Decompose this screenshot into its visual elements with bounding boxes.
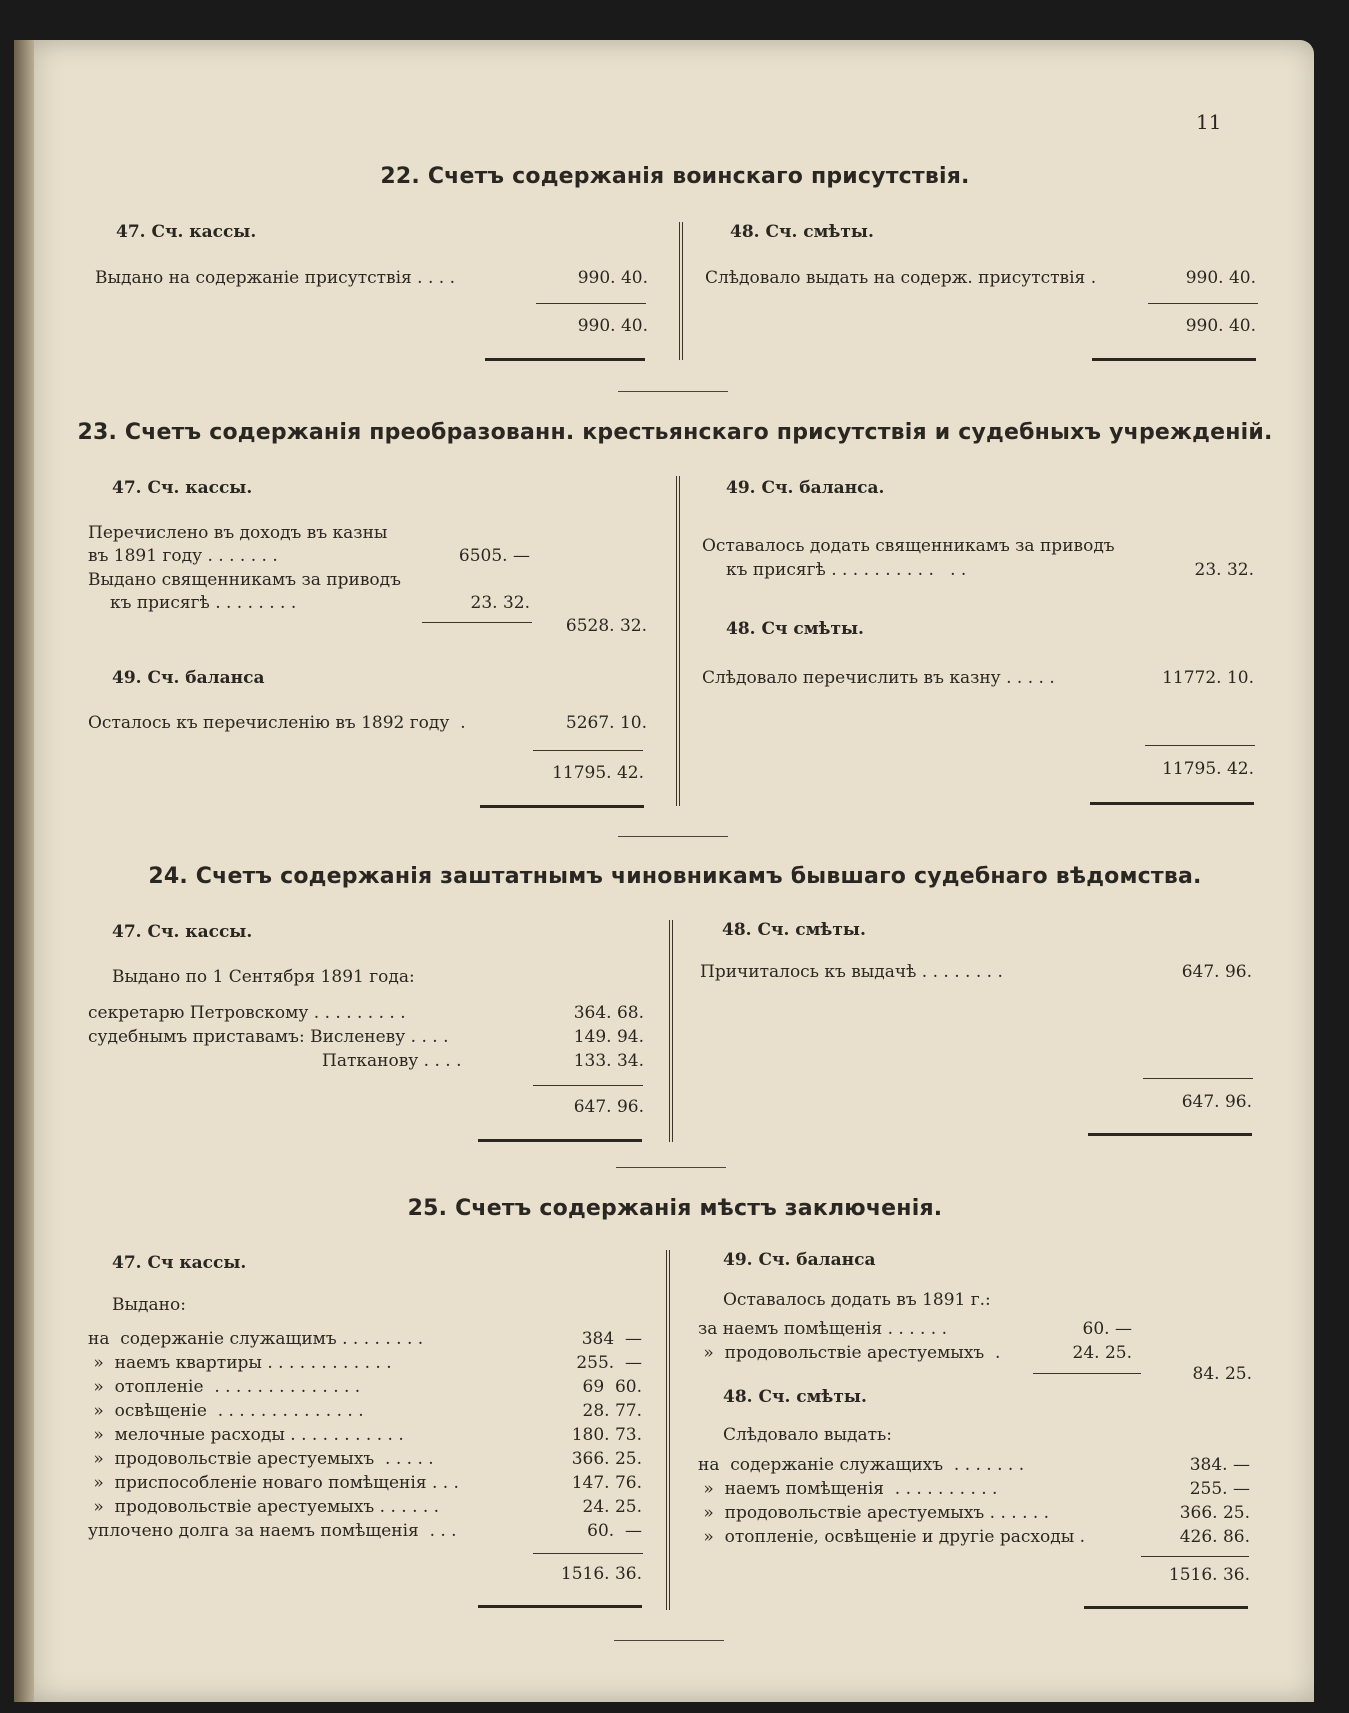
s23-l1b: въ 1891 году . . . . . . .: [88, 546, 278, 566]
s23-left-double-rule: [480, 805, 644, 808]
s22-right-double-rule: [1092, 358, 1256, 361]
s23-l-rule: [533, 750, 643, 751]
s25-ritem-3: » отопленіе, освѣщеніе и другіе расходы .: [698, 1527, 1086, 1547]
s25-r-rule: [1141, 1556, 1249, 1557]
s25-left-head: 47. Сч кассы.: [112, 1253, 247, 1273]
s25-r-sub: 84. 25.: [1192, 1364, 1252, 1384]
s25-item-6: » приспособленіе новаго помѣщенія . . .: [88, 1473, 459, 1493]
s25-ritem-0-val: 384. —: [1189, 1455, 1250, 1475]
s23-l2b: къ присягѣ . . . . . . . .: [110, 593, 297, 613]
s25-left-total: 1516. 36.: [560, 1564, 642, 1584]
s24-right-total: 647. 96.: [1181, 1092, 1252, 1112]
s23-r2v: 11772. 10.: [1162, 668, 1254, 688]
s25-divider: [666, 1250, 670, 1610]
s25-r2v: 24. 25.: [1072, 1343, 1132, 1363]
s25-item-3: » освѣщеніе . . . . . . . . . . . . . .: [88, 1401, 364, 1421]
s25-item-7-val: 24. 25.: [582, 1497, 642, 1517]
s22-divider: [679, 222, 683, 360]
s22-left-total: 990. 40.: [577, 316, 648, 336]
s25-l0: Выдано:: [112, 1295, 186, 1315]
s23-l1a: Перечислено въ доходъ въ казны: [88, 523, 388, 543]
s25-r1: за наемъ помѣщенія . . . . . .: [698, 1319, 948, 1339]
s25-right-double-rule: [1084, 1606, 1248, 1609]
s22-right-val: 990. 40.: [1185, 268, 1256, 288]
s22-left-rule: [536, 303, 646, 304]
book-spine: [14, 40, 34, 1702]
s23-left-head2: 49. Сч. баланса: [112, 668, 265, 688]
s23-r2: Слѣдовало перечислить въ казну . . . . .: [702, 668, 1055, 688]
s25-ritem-2-val: 366. 25.: [1179, 1503, 1250, 1523]
s24-l3: Патканову . . . .: [322, 1051, 462, 1071]
s25-ritem-3-val: 426. 86.: [1179, 1527, 1250, 1547]
s25-item-2-val: 69 60.: [582, 1377, 642, 1397]
s25-item-3-val: 28. 77.: [582, 1401, 642, 1421]
s23-r1a: Оставалось додать священникамъ за приводъ: [702, 536, 1115, 556]
s23-right-total: 11795. 42.: [1162, 759, 1254, 779]
s22-left-double-rule: [485, 358, 645, 361]
s23-r1v: 23. 32.: [1194, 560, 1254, 580]
s25-r-subrule: [1033, 1373, 1141, 1374]
s22-right-rule: [1148, 303, 1258, 304]
s23-l2v: 23. 32.: [470, 593, 530, 613]
s23-r-rule: [1145, 745, 1255, 746]
s23-left-head: 47. Сч. кассы.: [112, 478, 253, 498]
s23-left-sub: 6528. 32.: [565, 616, 647, 636]
s24-divider: [669, 920, 673, 1142]
s25-item-8: уплочено долга за наемъ помѣщенія . . .: [88, 1521, 457, 1541]
s23-right-head: 49. Сч. баланса.: [726, 478, 885, 498]
s22-left-text: Выдано на содержаніе присутствія . . . .: [95, 268, 455, 288]
s25-r3: Слѣдовало выдать:: [723, 1425, 892, 1445]
s24-l1: секретарю Петровскому . . . . . . . . .: [88, 1003, 406, 1023]
section-23-title: 23. Счетъ содержанія преобразованн. крестьянскаго присутствія и судебныхъ учрежденій.: [77, 420, 1273, 445]
s22-left-head: 47. Сч. кассы.: [116, 222, 257, 242]
s25-item-5-val: 366. 25.: [571, 1449, 642, 1469]
s25-ritem-1-val: 255. —: [1189, 1479, 1250, 1499]
section-separator: [616, 1167, 726, 1168]
s25-item-2: » отопленіе . . . . . . . . . . . . . .: [88, 1377, 361, 1397]
s23-right-head2: 48. Сч смѣты.: [726, 619, 864, 639]
section-25-title: 25. Счетъ содержанія мѣстъ заключенія.: [407, 1196, 943, 1221]
s23-r1b: къ присягѣ . . . . . . . . . . . .: [726, 560, 967, 580]
s25-item-1-val: 255. —: [576, 1353, 642, 1373]
s23-l3: Осталось къ перечисленію въ 1892 году .: [88, 713, 466, 733]
s25-item-1: » наемъ квартиры . . . . . . . . . . . .: [88, 1353, 392, 1373]
s25-r2: » продовольствіе арестуемыхъ .: [698, 1343, 1001, 1363]
s24-r1: Причиталось къ выдачѣ . . . . . . . .: [700, 962, 1003, 982]
s25-left-double-rule: [478, 1605, 642, 1608]
s25-item-0: на содержаніе служащимъ . . . . . . . .: [88, 1329, 424, 1349]
s23-l2a: Выдано священникамъ за приводъ: [88, 570, 401, 590]
s24-right-double-rule: [1088, 1133, 1252, 1136]
s25-ritem-0: на содержаніе служащихъ . . . . . . .: [698, 1455, 1025, 1475]
s23-l-subrule: [422, 622, 532, 623]
s23-left-total: 11795. 42.: [552, 763, 644, 783]
s24-l2: судебнымъ приставамъ: Висленеву . . . .: [88, 1027, 449, 1047]
s24-r1v: 647. 96.: [1181, 962, 1252, 982]
s24-right-head: 48. Сч. смѣты.: [722, 920, 866, 940]
s23-right-double-rule: [1090, 802, 1254, 805]
s22-right-total: 990. 40.: [1185, 316, 1256, 336]
section-separator: [618, 836, 728, 837]
s22-right-head: 48. Сч. смѣты.: [730, 222, 874, 242]
s25-item-4: » мелочные расходы . . . . . . . . . . .: [88, 1425, 404, 1445]
section-24-title: 24. Счетъ содержанія заштатнымъ чиновникамъ бывшаго судебнаго вѣдомства.: [148, 864, 1202, 889]
section-22-title: 22. Счетъ содержанія воинскаго присутствія.: [380, 164, 970, 189]
s23-l3v: 5267. 10.: [565, 713, 647, 733]
s24-l2v: 149. 94.: [573, 1027, 644, 1047]
s25-item-7: » продовольствіе арестуемыхъ . . . . . .: [88, 1497, 440, 1517]
s25-l-rule: [533, 1553, 643, 1554]
s24-left-total: 647. 96.: [573, 1097, 644, 1117]
s22-right-text: Слѣдовало выдать на содерж. присутствія .: [705, 268, 1097, 288]
s24-r-rule: [1143, 1078, 1253, 1079]
s25-r1v: 60. —: [1082, 1319, 1132, 1339]
s25-right-head: 49. Сч. баланса: [723, 1250, 876, 1270]
s25-item-8-val: 60. —: [587, 1521, 642, 1541]
s24-left-double-rule: [478, 1139, 642, 1142]
s25-item-4-val: 180. 73.: [571, 1425, 642, 1445]
s24-l-rule: [533, 1085, 643, 1086]
s25-ritem-1: » наемъ помѣщенія . . . . . . . . . .: [698, 1479, 998, 1499]
s25-right-head2: 48. Сч. смѣты.: [723, 1387, 867, 1407]
s23-divider: [676, 476, 680, 806]
s25-right-total: 1516. 36.: [1168, 1565, 1250, 1585]
s24-l0: Выдано по 1 Сентября 1891 года:: [112, 967, 415, 987]
section-separator: [618, 391, 728, 392]
s24-left-head: 47. Сч. кассы.: [112, 922, 253, 942]
s24-l3v: 133. 34.: [573, 1051, 644, 1071]
s22-left-val: 990. 40.: [577, 268, 648, 288]
s25-r0: Оставалось додать въ 1891 г.:: [723, 1290, 991, 1310]
s25-item-0-val: 384 —: [581, 1329, 642, 1349]
s25-ritem-2: » продовольствіе арестуемыхъ . . . . . .: [698, 1503, 1050, 1523]
s23-l1v: 6505. —: [458, 546, 530, 566]
s25-item-5: » продовольствіе арестуемыхъ . . . . .: [88, 1449, 434, 1469]
page-number: 11: [1196, 110, 1222, 134]
s24-l1v: 364. 68.: [573, 1003, 644, 1023]
section-separator: [614, 1640, 724, 1641]
s25-item-6-val: 147. 76.: [571, 1473, 642, 1493]
